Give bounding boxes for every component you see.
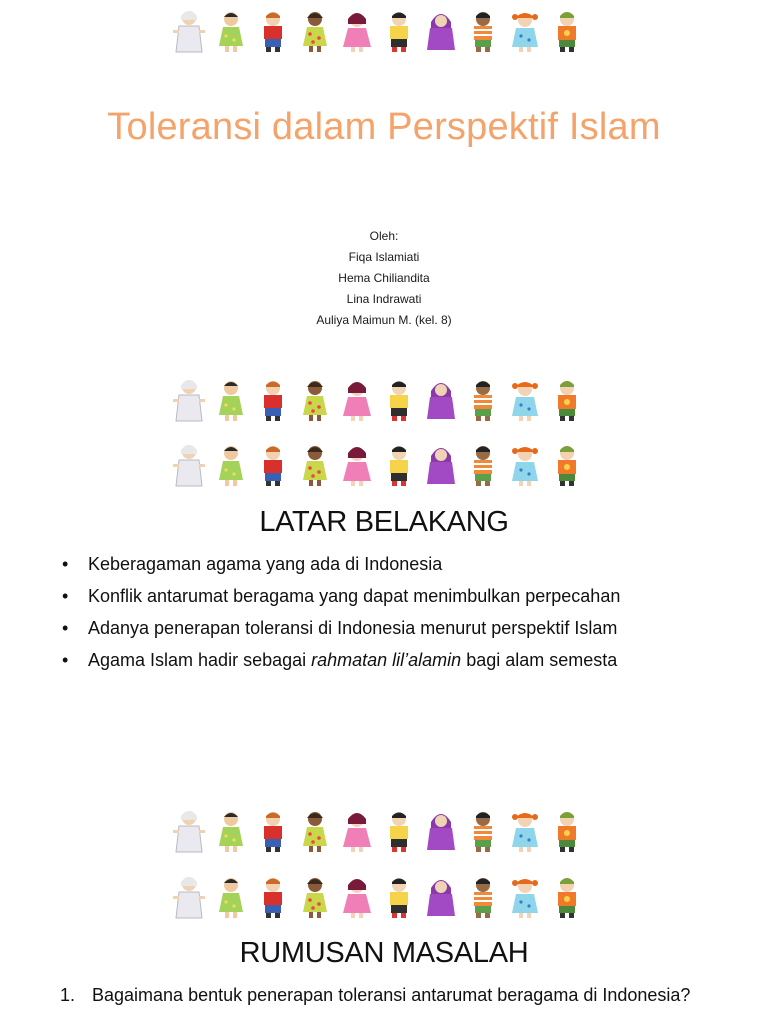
authors-block [0,226,768,331]
kid-white-robe-icon [170,377,208,423]
kid-yellow-shirt-icon [380,874,418,920]
kid-white-robe-icon [170,442,208,488]
kid-green-dress-icon [212,377,250,423]
kid-red-shirt-icon [254,442,292,488]
kid-striped-shirt-icon [464,808,502,854]
list-item: • Keberagaman agama yang ada di Indonesia [62,548,742,580]
kid-pink-dress-icon [338,808,376,854]
rumusan-masalah-list [60,982,740,1008]
kid-blue-dress-icon [506,377,544,423]
kid-pink-dress-icon [338,442,376,488]
kid-dotted-dress-icon [296,808,334,854]
kid-blue-dress-icon [506,874,544,920]
kids-banner-4 [170,806,586,854]
author-name: Fiqa Islamiati [348,250,420,264]
kid-dotted-dress-icon [296,377,334,423]
list-item [60,982,712,1008]
kid-pink-dress-icon [338,377,376,423]
kid-orange-shirt-icon [548,874,586,920]
latar-belakang-heading: LATAR BELAKANG [259,506,509,538]
kid-dotted-dress-icon [296,874,334,920]
kid-orange-shirt-icon [548,377,586,423]
kid-striped-shirt-icon [464,8,502,54]
kid-purple-hijab-icon [422,808,460,854]
bullet-text: Agama Islam hadir sebagai [88,650,312,670]
kid-purple-hijab-icon [422,377,460,423]
kid-white-robe-icon [170,8,208,54]
kid-striped-shirt-icon [464,874,502,920]
author-name: Auliya Maimun M. (kel. 8) [316,313,452,327]
kid-white-robe-icon [170,874,208,920]
by-label: Oleh: [369,229,399,243]
kid-orange-shirt-icon [548,442,586,488]
list-item: • Konflik antarumat beragama yang dapat menimbulkan perpecahan [62,580,742,612]
kid-yellow-shirt-icon [380,8,418,54]
kid-red-shirt-icon [254,808,292,854]
kid-blue-dress-icon [506,8,544,54]
kid-green-dress-icon [212,8,250,54]
kid-pink-dress-icon [338,8,376,54]
kid-blue-dress-icon [506,442,544,488]
kid-red-shirt-icon [254,874,292,920]
kid-red-shirt-icon [254,8,292,54]
kid-yellow-shirt-icon [380,808,418,854]
kid-white-robe-icon [170,808,208,854]
kid-orange-shirt-icon [548,808,586,854]
kid-purple-hijab-icon [422,442,460,488]
kids-banner-1 [170,6,586,54]
bullet-italic-text: rahmatan lil’alamin [311,650,462,670]
rumusan-masalah-heading: RUMUSAN MASALAH [239,937,529,969]
kid-orange-shirt-icon [548,8,586,54]
author-name: Lina Indrawati [346,292,422,306]
kid-pink-dress-icon [338,874,376,920]
author-name: Hema Chiliandita [338,271,430,285]
kid-dotted-dress-icon [296,8,334,54]
kid-yellow-shirt-icon [380,377,418,423]
latar-belakang-list [62,548,742,676]
list-item [62,644,742,676]
item-text: Bagaimana bentuk penerapan toleransi antarumat beragama di Indonesia? [92,985,691,1005]
kid-green-dress-icon [212,808,250,854]
kid-purple-hijab-icon [422,8,460,54]
kids-banner-2 [170,375,586,423]
slide-title: Toleransi dalam Perspektif Islam [107,106,661,148]
kid-blue-dress-icon [506,808,544,854]
kid-red-shirt-icon [254,377,292,423]
kids-banner-3 [170,440,586,488]
kid-dotted-dress-icon [296,442,334,488]
kid-striped-shirt-icon [464,377,502,423]
kid-striped-shirt-icon [464,442,502,488]
kid-green-dress-icon [212,442,250,488]
list-item: • Adanya penerapan toleransi di Indonesia menurut perspektif Islam [62,612,742,644]
kids-banner-5 [170,872,586,920]
item-number: 1. [60,985,76,1005]
kid-purple-hijab-icon [422,874,460,920]
kid-green-dress-icon [212,874,250,920]
kid-yellow-shirt-icon [380,442,418,488]
bullet-text: bagi alam semesta [461,650,618,670]
